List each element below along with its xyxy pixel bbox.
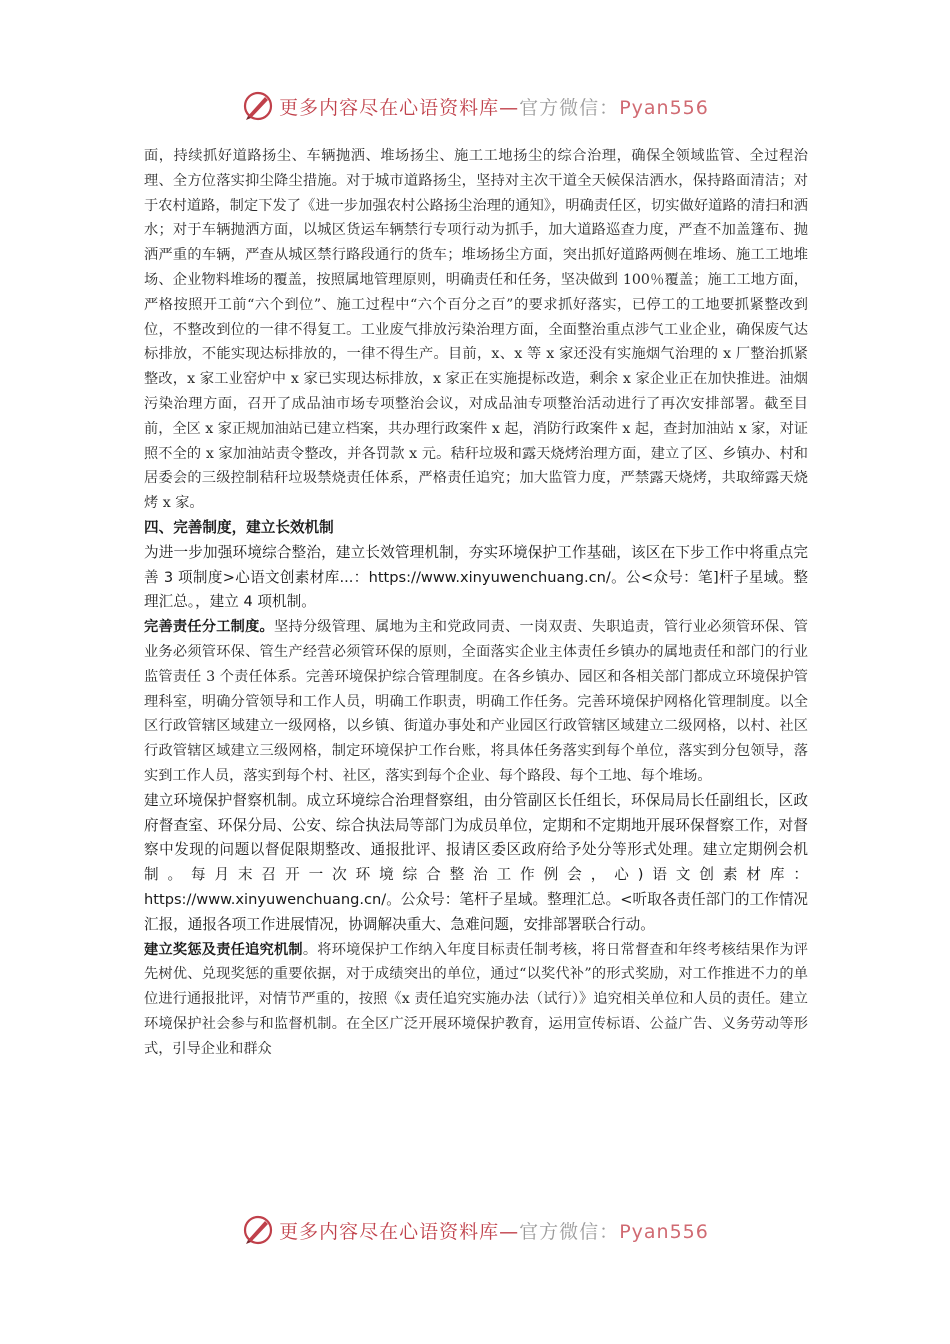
paragraph-responsibility — [144, 615, 808, 789]
banner-text — [279, 93, 709, 120]
paragraph-rewards-text: 。将环境保护工作纳入年度目标责任制考核，将日常督查和年终考核结果作为评先树优、兑现奖惩的重要依据，对于成绩突出的单位，通过“以奖代补”的形式奖励，对工作推进不力的单位进行通报批评，对情节严重的，按照《x 责任追究实施办法（试行）》追究相关单位和人员的责任。建立环境保护社会参与和监督机制。在全区广泛开展环境保护教育，运用宣传标语、公益广告、义务劳动等形式，引导企业和群众 — [144, 941, 808, 1057]
banner-main: 更多内容尽在心语资料库— — [279, 96, 520, 119]
banner-wechat-id: Pyan556 — [619, 96, 709, 119]
header-banner — [0, 86, 950, 126]
paragraph-inspection: 建立环境保护督察机制。成立环境综合治理督察组，由分管副区长任组长，环保局局长任副组长，区政府督查室、环保分局、公安、综合执法局等部门为成员单位，定期和不定期地开展环保督察工作，对督察中发现的问题以督促限期整改、通报批评、报请区委区政府给予处分等形式处理。建立定期例会机制。每月末召开一次环境综合整治工作例会，心)语文创素材库：https://www.xinyuwenchuang.cn/。公众号：笔杆子星域。整理汇总。<听取各责任部门的工作情况汇报，通报各项工作进展情况，协调解决重大、急难问题，安排部署联合行动。 — [144, 791, 808, 933]
banner-main: 更多内容尽在心语资料库— — [279, 1220, 520, 1243]
paragraph-responsibility-text: 坚持分级管理、属地为主和党政同责、一岗双责、失职追责，管行业必须管环保、管业务必须管环保、管生产经营必须管环保的原则，全面落实企业主体责任乡镇办的属地责任和部门的行业监管责任 3 个责任体系。完善环境保护综合管理制度。在各乡镇办、园区和各相关部门都成立环境保护管理科室，明确分管领导和工作人员，明确工作职责，明确工作任务。完善环境保护网格化管理制度。以全区行政管辖区域建立一级网格，以乡镇、街道办事处和产业园区行政管辖区域建立二级网格，以村、社区行政管辖区域建立三级网格，制定环境保护工作台账，将具体任务落实到每个单位，落实到分包领导，落实到工作人员，落实到每个村、社区，落实到每个企业、每个路段、每个工地、每个堆场。 — [144, 619, 808, 784]
paragraph-rewards — [144, 938, 808, 1062]
banner-text — [279, 1217, 709, 1244]
pen-logo-icon — [241, 1213, 275, 1247]
section-heading: 四、完善制度，建立长效机制 — [144, 518, 334, 536]
paragraph-responsibility-lead: 完善责任分工制度。 — [144, 619, 274, 636]
paragraph-intro: 为进一步加强环境综合整治，建立长效管理机制，夯实环境保护工作基础，该区在下步工作中将重点完善 3 项制度>心语文创素材库...：https://www.xinyuwenchuang.cn/。公<众号：笔]杆子星域。整理汇总。，建立 4 项机制。 — [144, 543, 808, 611]
footer-banner — [0, 1210, 950, 1250]
document-body — [144, 144, 808, 1061]
paragraph-dust-control: 面，持续抓好道路扬尘、车辆抛洒、堆场扬尘、施工工地扬尘的综合治理，确保全领域监管、全过程治理、全方位落实抑尘降尘措施。对于城市道路扬尘，坚持对主次干道全天候保洁洒水，保持路面清洁；对于农村道路，制定下发了《进一步加强农村公路扬尘治理的通知》，明确责任区，切实做好道路的清扫和洒水；对于车辆抛洒方面，以城区货运车辆禁行专项行动为抓手，加大道路巡查力度，严查不加盖篷布、抛洒严重的车辆，严查从城区禁行路段通行的货车；堆场扬尘方面，突出抓好道路两侧在堆场、施工工地堆场、企业物料堆场的覆盖，按照属地管理原则，明确责任和任务，坚决做到 100％覆盖；施工工地方面，严格按照开工前“六个到位”、施工过程中“六个百分之百”的要求抓好落实，已停工的工地要抓紧整改到位，不整改到位的一律不得复工。工业废气排放污染治理方面，全面整治重点涉气工业企业，确保废气达标排放，不能实现达标排放的，一律不得生产。目前，x、x 等 x 家还没有实施烟气治理的 x 厂整治抓紧整改，x 家工业窑炉中 x 家已实现达标排放，x 家正在实施提标改造，剩余 x 家企业正在加快推进。油烟污染治理方面，召开了成品油市场专项整治会议，对成品油专项整治活动进行了再次安排部署。截至目前，全区 x 家正规加油站已建立档案，共办理行政案件 x 起，消防行政案件 x 起，查封加油站 x 家，对证照不全的 x 家加油站责令整改，并各罚款 x 元。秸秆垃圾和露天烧烤治理方面，建立了区、乡镇办、村和居委会的三级控制秸秆垃圾禁烧责任体系，严格责任追究；加大监管力度，严禁露天烧烤，共取缔露天烧烤 x 家。 — [144, 148, 808, 512]
banner-wechat-label: 官方微信： — [519, 1220, 620, 1243]
banner-wechat-label: 官方微信： — [519, 96, 620, 119]
paragraph-rewards-lead: 建立奖惩及责任追究机制 — [144, 941, 303, 958]
banner-wechat-id: Pyan556 — [619, 1220, 709, 1243]
pen-logo-icon — [241, 89, 275, 123]
